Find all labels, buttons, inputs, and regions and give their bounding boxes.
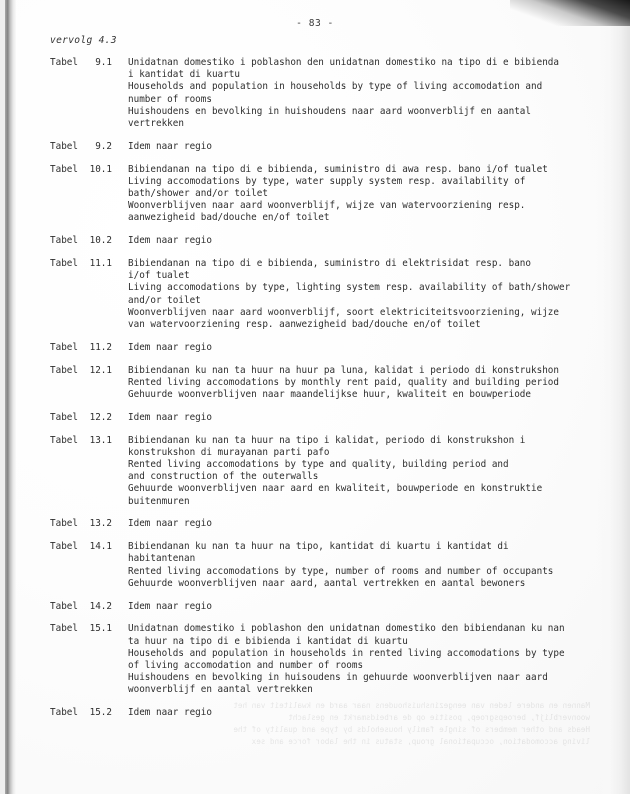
toc-entry-label (50, 365, 124, 377)
toc-entry-number: 11.1 (89, 258, 112, 270)
toc-entry-description-line: Gehuurde woonverblijven naar maandelijkse huur, kwaliteit en bouwperiode (128, 389, 531, 401)
toc-entry-description-line: buitenmuren (128, 495, 190, 507)
toc-entry (0, 164, 630, 225)
toc-entry-description-line: habitantenan (128, 553, 196, 565)
toc-entry-description-line: Bibiendanan na tipo di e bibienda, suministro di awa resp. bano i/of tualet (128, 163, 548, 175)
toc-entry-description-line: van watervoorziening resp. aanwezigheid bad/douche en/of toilet (128, 319, 481, 331)
toc-entry-number: 10.2 (89, 235, 112, 247)
toc-entry (0, 235, 630, 247)
toc-entry-label (50, 601, 124, 613)
toc-entry (0, 518, 630, 530)
toc-entry-keyword: Tabel (50, 57, 78, 68)
toc-entry-description-line: Idem naar regio (128, 235, 212, 247)
toc-entry-description-line: Idem naar regio (128, 518, 212, 530)
toc-entry-description-line: Idem naar regio (128, 600, 212, 612)
toc-entry-number: 15.1 (89, 623, 112, 635)
toc-entry-number: 13.2 (89, 518, 112, 530)
page-number: - 83 - (296, 18, 334, 29)
toc-entry (0, 601, 630, 613)
toc-entry-keyword: Tabel (50, 235, 78, 247)
toc-entry-description-line: Woonverblijven naar aard woonverblijf, soort elektriciteitsvoorziening, wijze (128, 306, 559, 318)
toc-entry-description (128, 57, 630, 130)
toc-entry-number: 9.2 (95, 140, 112, 152)
toc-entry-label (50, 258, 124, 270)
toc-entry (0, 258, 630, 331)
toc-entry-description-line: i kantidat di kuartu (128, 69, 240, 81)
top-right-corner-shadow (510, 0, 630, 26)
toc-entry-description-line: Gehuurde woonverblijven naar aard, aantal vertrekken en aantal bewoners (128, 577, 526, 589)
toc-entry-description-line: Bibiendanan ku nan ta huur na tipo, kantidat di kuartu i kantidat di (128, 541, 509, 553)
right-page-edge-shadow (596, 0, 630, 794)
toc-entry-description-line: and/or toilet (128, 294, 201, 306)
toc-entry-label (50, 141, 124, 153)
toc-entry-description (128, 141, 630, 153)
toc-entry-description (128, 435, 630, 508)
toc-entry-description (128, 518, 630, 530)
toc-entry (0, 412, 630, 424)
toc-entry-description (128, 601, 630, 613)
toc-entry-keyword: Tabel (50, 341, 78, 353)
toc-entry-description-line: Bibiendanan ku nan ta huur na tipo i kalidat, periodo di konstrukshon i (128, 434, 526, 446)
toc-entry-keyword: Tabel (50, 518, 78, 530)
toc-entry-keyword: Tabel (50, 163, 78, 175)
toc-entry-description-line: Living accomodations by type, water supply system resp. availability of (128, 175, 526, 187)
toc-entry-keyword: Tabel (50, 258, 78, 270)
toc-entry-number: 12.1 (89, 364, 112, 376)
toc-entry-description-line: Rented living accomodations by type and quality, building period and (128, 459, 509, 471)
toc-entry-label (50, 518, 124, 530)
toc-entry-description-line: Huishoudens en bevolking in huisoudens in gehuurde woonverblijven naar aard (128, 672, 548, 684)
toc-entry-label (50, 541, 124, 553)
table-of-contents-list (0, 57, 630, 730)
toc-entry-description-line: Rented living accomodations by monthly rent paid, quality and building period (128, 376, 559, 388)
toc-entry-number: 14.2 (89, 600, 112, 612)
toc-entry (0, 435, 630, 508)
toc-entry (0, 342, 630, 354)
toc-entry-number: 9.1 (95, 57, 112, 68)
toc-entry-description-line: Idem naar regio (128, 707, 212, 719)
toc-entry-description-line: vertrekken (128, 118, 184, 130)
toc-entry-description-line: Idem naar regio (128, 140, 212, 152)
toc-entry-number: 14.1 (89, 541, 112, 553)
toc-entry-number: 12.2 (89, 411, 112, 423)
toc-entry-number: 13.1 (89, 434, 112, 446)
toc-entry-description (128, 412, 630, 424)
toc-entry-description (128, 707, 630, 719)
toc-entry-description-line: Idem naar regio (128, 411, 212, 423)
toc-entry-keyword: Tabel (50, 541, 78, 553)
toc-entry-label (50, 707, 124, 719)
toc-entry-label (50, 164, 124, 176)
toc-entry-keyword: Tabel (50, 140, 78, 152)
section-continuation-label: vervolg 4.3 (50, 35, 117, 46)
toc-entry (0, 541, 630, 590)
toc-entry-description-line: bath/shower and/or toilet (128, 188, 268, 200)
toc-entry-description-line: woonverblijf en aantal vertrekken (128, 684, 313, 696)
toc-entry-description (128, 258, 630, 331)
toc-entry-description (128, 365, 630, 402)
toc-entry-description (128, 541, 630, 590)
toc-entry-keyword: Tabel (50, 707, 78, 719)
left-page-margin-strip (0, 0, 5, 794)
toc-entry-description-line: konstrukshon di murayanan parti pafo (128, 446, 330, 458)
toc-entry-description-line: ta huur na tipo di e bibienda i kantidat di kuartu (128, 635, 408, 647)
toc-entry-description (128, 342, 630, 354)
toc-entry-keyword: Tabel (50, 623, 78, 635)
toc-entry-description-line: Households and population in households in rented living accomodations by type (128, 647, 565, 659)
toc-entry-description-line: Unidatnan domestiko i poblashon den unidatnan domestiko na tipo di e bibienda (128, 57, 559, 68)
toc-entry-description-line: Bibiendanan na tipo di e bibienda, suministro di elektrisidat resp. bano (128, 258, 531, 270)
toc-entry-description-line: Huishoudens en bevolking in huishoudens naar aard woonverblijf en aantal (128, 105, 531, 117)
toc-entry-description (128, 235, 630, 247)
toc-entry-description-line: Living accomodations by type, lighting system resp. availability of bath/shower (128, 282, 571, 294)
toc-entry-description-line: Rented living accomodations by type, number of rooms and number of occupants (128, 565, 554, 577)
toc-entry-description-line: Woonverblijven naar aard woonverblijf, wijze van watervoorziening resp. (128, 200, 526, 212)
toc-entry-description (128, 164, 630, 225)
toc-entry (0, 57, 630, 130)
toc-entry-number: 11.2 (89, 341, 112, 353)
toc-entry-description-line: Unidatnan domestiko i poblashon den unidatnan domestiko den bibiendanan ku nan (128, 623, 565, 635)
toc-entry-description-line: and construction of the outerwalls (128, 471, 319, 483)
toc-entry-keyword: Tabel (50, 411, 78, 423)
toc-entry-label (50, 412, 124, 424)
toc-entry-description-line: i/of tualet (128, 270, 190, 282)
toc-entry-description-line: Gehuurde woonverblijven naar aard en kwaliteit, bouwperiode en konstruktie (128, 483, 543, 495)
toc-entry-description-line: Idem naar regio (128, 341, 212, 353)
toc-entry-number: 10.1 (89, 163, 112, 175)
toc-entry (0, 623, 630, 696)
toc-entry-keyword: Tabel (50, 364, 78, 376)
toc-entry-keyword: Tabel (50, 600, 78, 612)
toc-entry-label (50, 235, 124, 247)
toc-entry-label (50, 57, 124, 69)
toc-entry-description-line: number of rooms (128, 93, 212, 105)
toc-entry (0, 141, 630, 153)
toc-entry-label (50, 435, 124, 447)
toc-entry (0, 707, 630, 719)
toc-entry-description-line: Bibiendanan ku nan ta huur na huur pa luna, kalidat i periodo di konstrukshon (128, 364, 559, 376)
toc-entry (0, 365, 630, 402)
toc-entry-description-line: Households and population in households by type of living accomodation and (128, 81, 543, 93)
toc-entry-keyword: Tabel (50, 434, 78, 446)
toc-entry-label (50, 342, 124, 354)
toc-entry-description-line: aanwezigheid bad/douche en/of toilet (128, 212, 330, 224)
toc-entry-description (128, 623, 630, 696)
toc-entry-description-line: of living accomodation and number of rooms (128, 660, 364, 672)
toc-entry-label (50, 623, 124, 635)
toc-entry-number: 15.2 (89, 707, 112, 719)
